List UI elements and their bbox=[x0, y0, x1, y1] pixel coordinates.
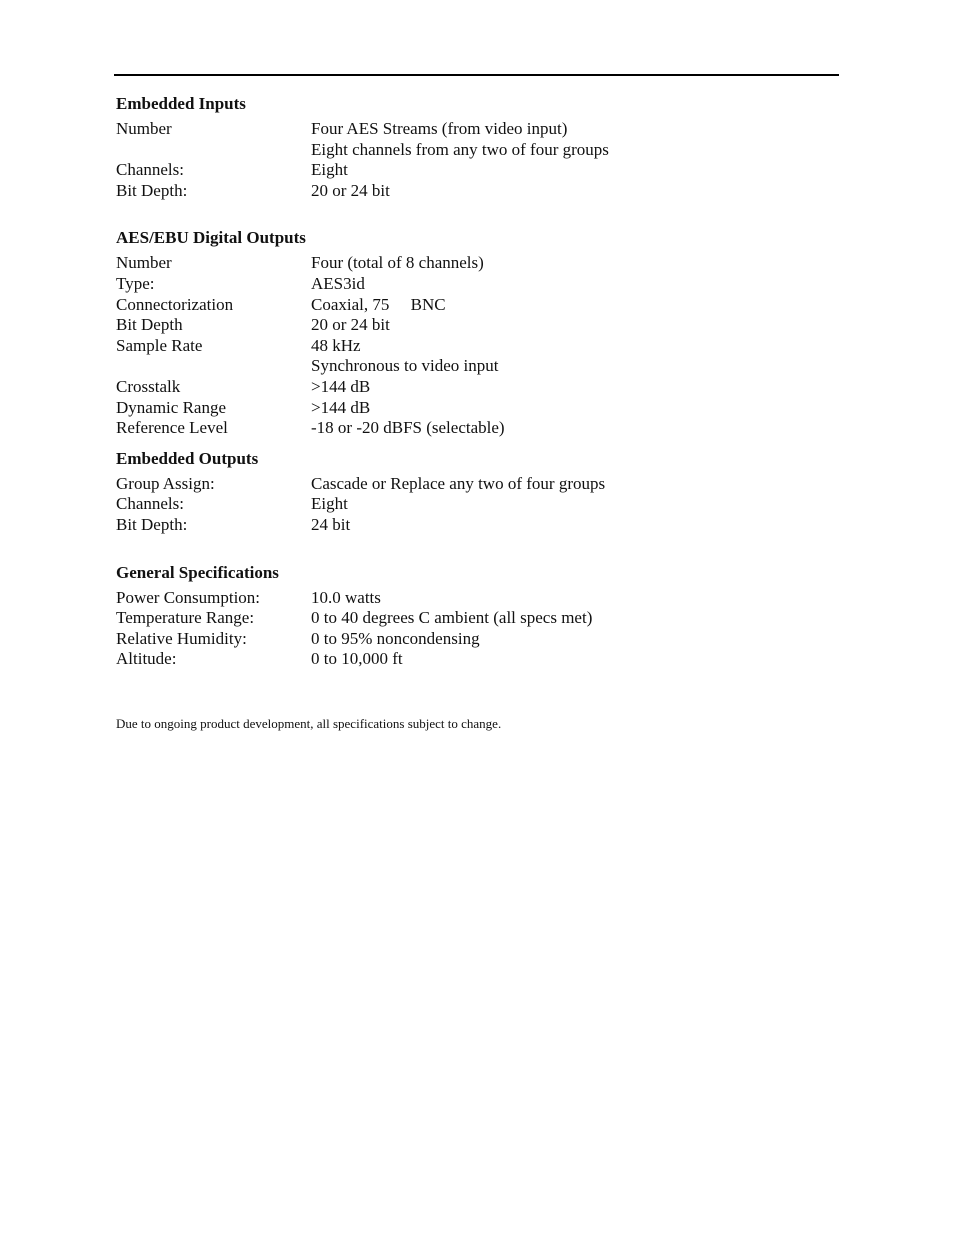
section-aes-ebu-digital-outputs bbox=[116, 227, 836, 438]
spec-label bbox=[116, 140, 311, 161]
spec-row bbox=[116, 588, 836, 609]
spec-value: >144 dB bbox=[311, 397, 371, 417]
spec-label: Power Consumption: bbox=[116, 587, 261, 607]
spec-label: Type: bbox=[116, 273, 155, 293]
spec-row bbox=[116, 181, 836, 202]
spec-label: Dynamic Range bbox=[116, 397, 226, 417]
section-title: AES/EBU Digital Outputs bbox=[116, 228, 306, 248]
spec-value: 24 bit bbox=[311, 514, 351, 534]
spec-value: Four (total of 8 channels) bbox=[311, 253, 484, 273]
spec-row bbox=[116, 608, 836, 629]
spec-row bbox=[116, 274, 836, 295]
spec-label: Reference Level bbox=[116, 418, 228, 438]
spec-label: Group Assign: bbox=[116, 473, 215, 493]
spec-label: Channels: bbox=[116, 160, 184, 180]
spec-row bbox=[116, 494, 836, 515]
footnote: Due to ongoing product development, all specifications subject to change. bbox=[116, 716, 502, 731]
spec-row bbox=[116, 515, 836, 536]
spec-label: Altitude: bbox=[116, 649, 177, 669]
spec-label: Channels: bbox=[116, 494, 184, 514]
spec-value: 10.0 watts bbox=[311, 587, 381, 607]
spec-value: Coaxial, 75 BNC bbox=[311, 294, 446, 314]
spec-row bbox=[116, 649, 836, 670]
spec-row bbox=[116, 140, 836, 161]
section-spacer bbox=[116, 536, 836, 562]
spec-value: Cascade or Replace any two of four groups bbox=[311, 473, 606, 493]
section-embedded-inputs bbox=[116, 93, 836, 201]
spec-value: -18 or -20 dBFS (selectable) bbox=[311, 418, 505, 438]
spec-value: Eight channels from any two of four groups bbox=[311, 139, 609, 159]
spec-value: AES3id bbox=[311, 273, 365, 293]
spec-value: 20 or 24 bit bbox=[311, 315, 390, 335]
section-spacer bbox=[116, 201, 836, 227]
spec-value: >144 dB bbox=[311, 376, 371, 396]
spec-value: 20 or 24 bit bbox=[311, 180, 390, 200]
spec-value: 0 to 95% noncondensing bbox=[311, 628, 480, 648]
spec-label bbox=[116, 356, 311, 377]
section-title: Embedded Inputs bbox=[116, 94, 246, 113]
section-spacer bbox=[116, 439, 836, 448]
spec-value: Synchronous to video input bbox=[311, 356, 499, 376]
spec-label: Crosstalk bbox=[116, 376, 181, 396]
spec-content bbox=[116, 93, 836, 670]
spec-value: 0 to 10,000 ft bbox=[311, 649, 403, 669]
spec-value: Eight bbox=[311, 160, 348, 180]
header-rule bbox=[114, 74, 839, 76]
spec-row bbox=[116, 315, 836, 336]
spec-row bbox=[116, 356, 836, 377]
section-title: General Specifications bbox=[116, 562, 279, 582]
spec-row bbox=[116, 119, 836, 140]
section-general-specifications bbox=[116, 562, 836, 670]
spec-value: 0 to 40 degrees C ambient (all specs met) bbox=[311, 608, 593, 628]
spec-row bbox=[116, 253, 836, 274]
spec-value: 48 kHz bbox=[311, 335, 361, 355]
spec-row bbox=[116, 474, 836, 495]
spec-value: Four AES Streams (from video input) bbox=[311, 119, 568, 138]
spec-label: Number bbox=[116, 119, 172, 138]
spec-row bbox=[116, 398, 836, 419]
spec-row bbox=[116, 418, 836, 439]
spec-label: Bit Depth: bbox=[116, 180, 188, 200]
spec-row bbox=[116, 629, 836, 650]
spec-label: Sample Rate bbox=[116, 335, 203, 355]
section-title: Embedded Outputs bbox=[116, 448, 259, 468]
spec-label: Bit Depth bbox=[116, 315, 183, 335]
spec-label: Relative Humidity: bbox=[116, 628, 247, 648]
spec-row bbox=[116, 377, 836, 398]
spec-label: Bit Depth: bbox=[116, 514, 188, 534]
spec-label: Connectorization bbox=[116, 294, 234, 314]
spec-row bbox=[116, 336, 836, 357]
section-embedded-outputs bbox=[116, 448, 836, 536]
spec-row bbox=[116, 295, 836, 316]
spec-label: Temperature Range: bbox=[116, 608, 255, 628]
spec-row bbox=[116, 160, 836, 181]
spec-label: Number bbox=[116, 253, 172, 273]
spec-value: Eight bbox=[311, 494, 348, 514]
